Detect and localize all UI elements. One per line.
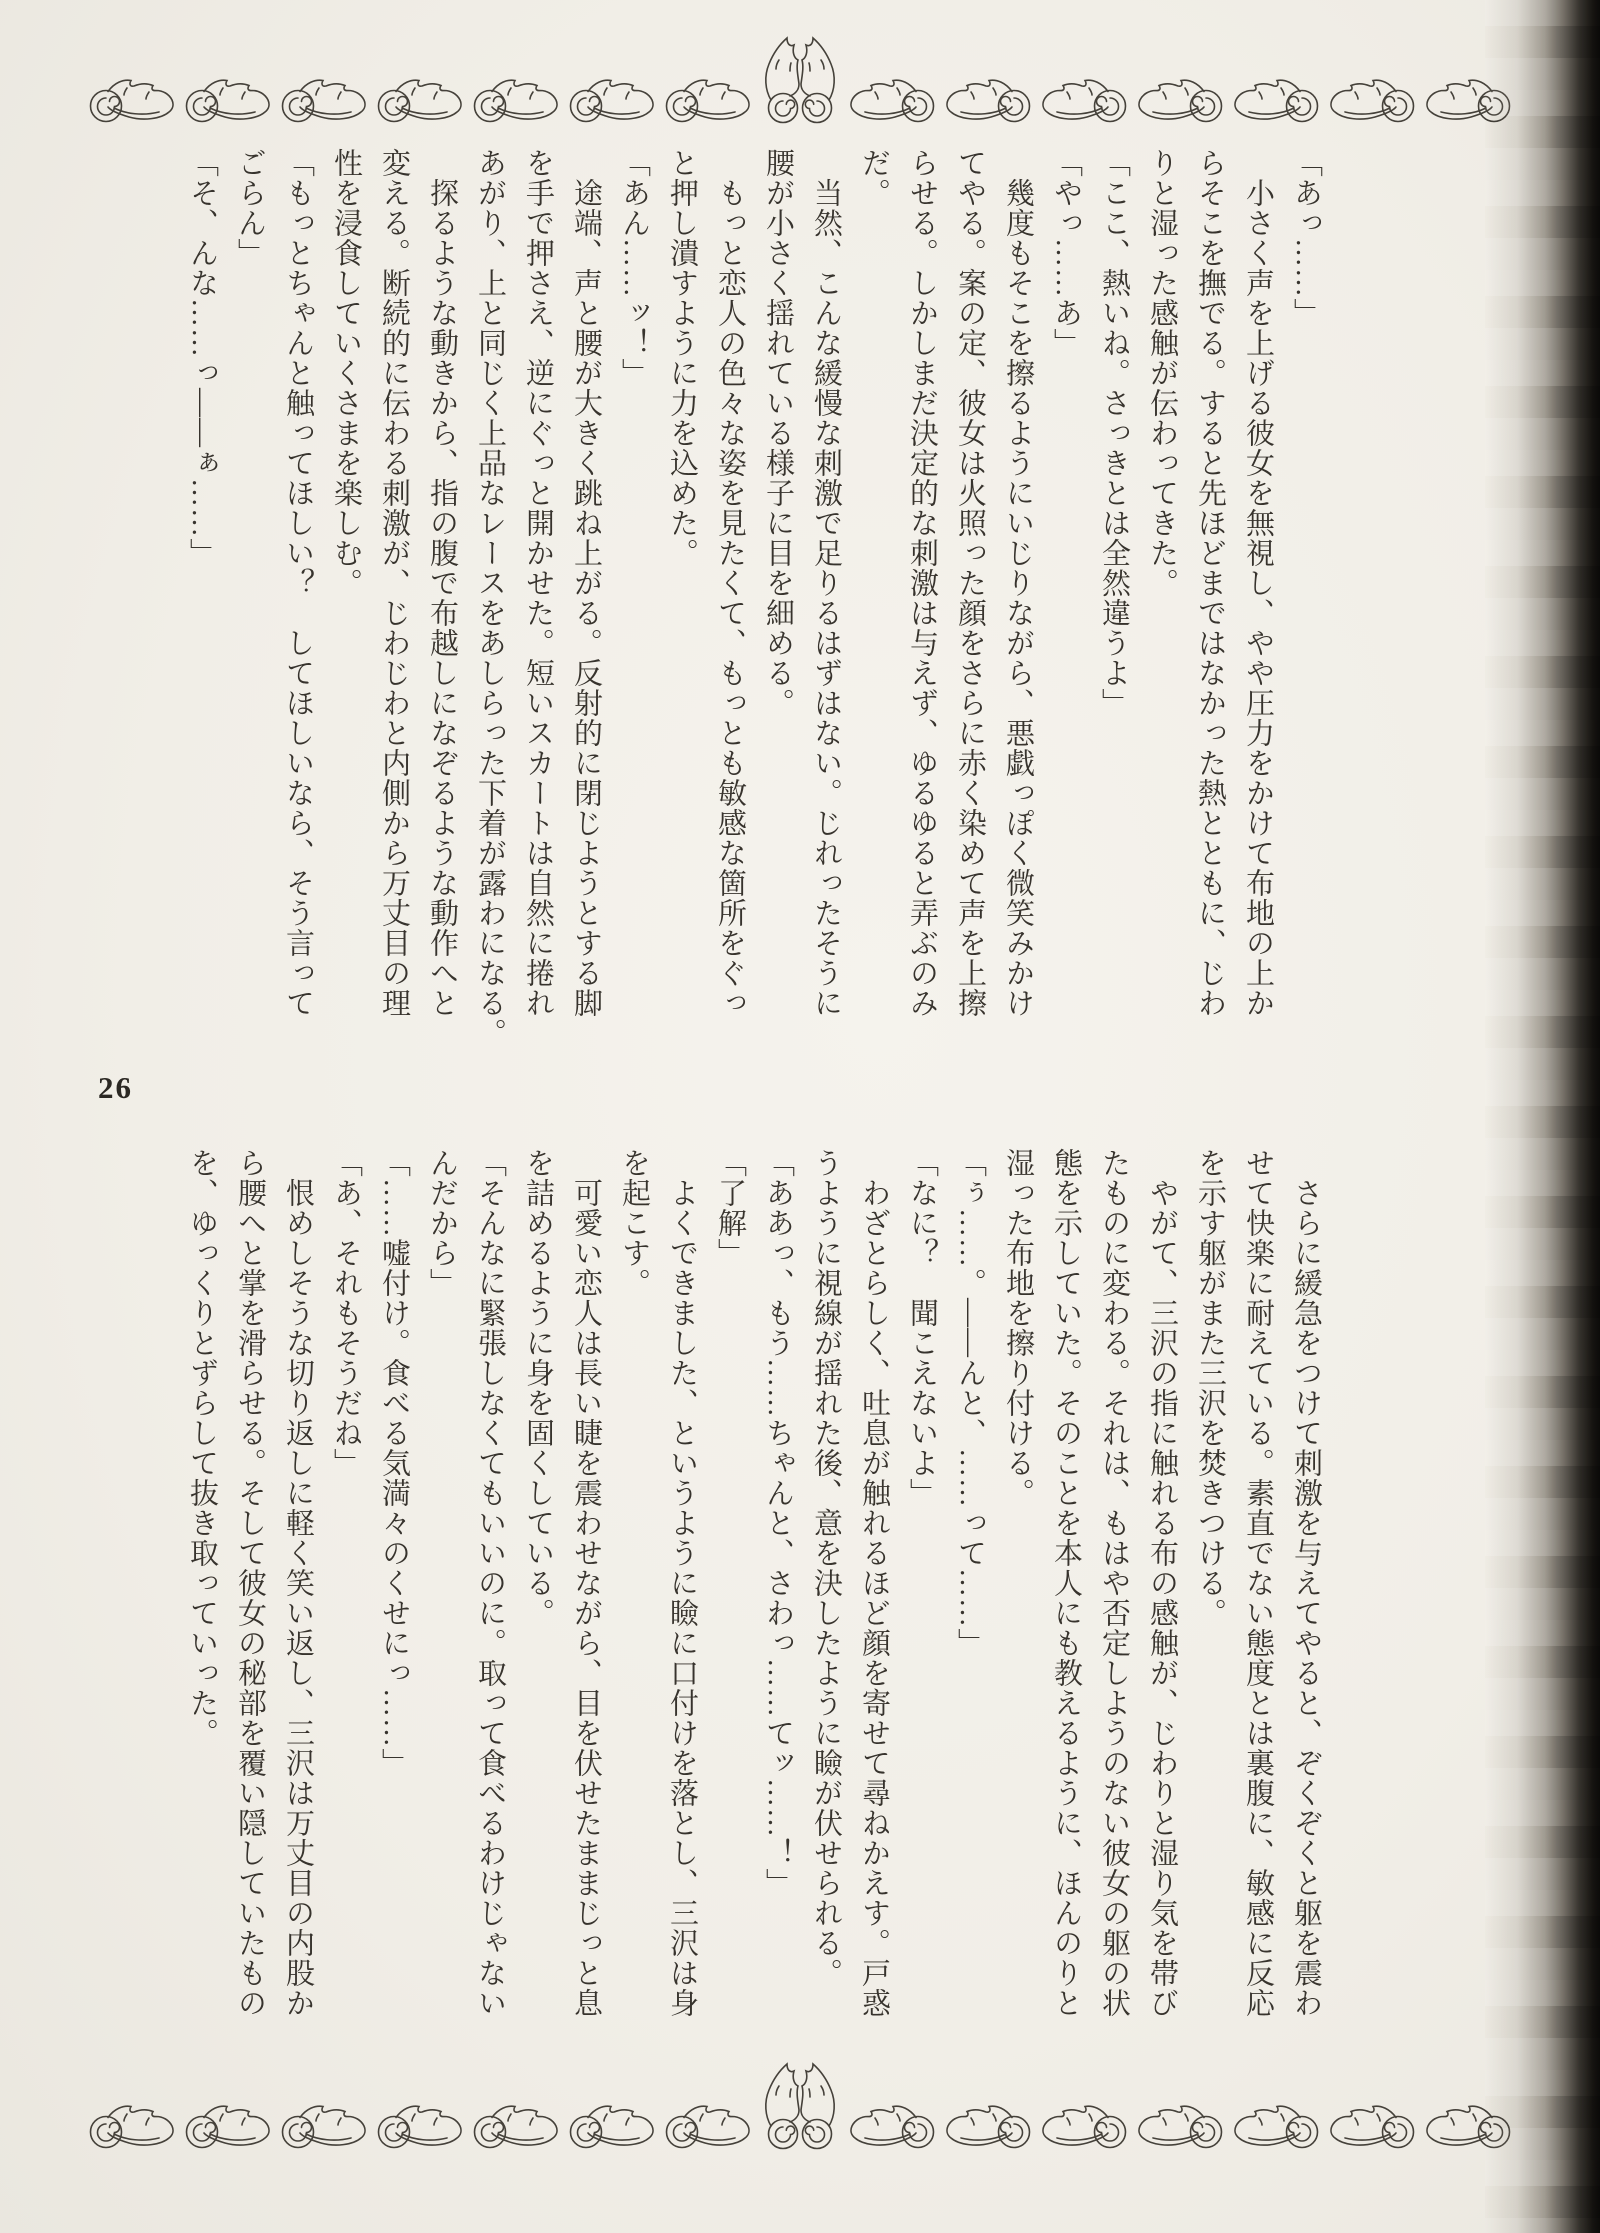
text-column: 探るような動きから、指の腹で布越しになぞるような動作へと: [426, 148, 458, 1018]
text-block-bottom: [178, 1148, 1330, 2054]
text-column: やがて、三沢の指に触れる布の感触が、じわりと湿り気を帯び: [1146, 1148, 1178, 2018]
text-column: てやる。案の定、彼女は火照った顔をさらに赤く染めて声を上擦: [954, 148, 986, 1018]
text-column: らそこを撫でる。すると先ほどまではなかった熱とともに、じわ: [1194, 148, 1226, 1018]
text-column: わざとらしく、吐息が触れるほど顔を寄せて尋ねかえす。戸惑: [858, 1148, 890, 2018]
text-column: 「そ、んな……っ——ぁ……」: [186, 148, 218, 568]
text-column: を手で押さえ、逆にぐっと開かせた。短いスカートは自然に捲れ: [522, 148, 554, 1018]
text-column: を示す躯がまた三沢を焚きつける。: [1194, 1148, 1226, 1628]
text-column: もっと恋人の色々な姿を見たくて、もっとも敏感な箇所をぐっ: [714, 148, 746, 1018]
text-column: 途端、声と腰が大きく跳ね上がる。反射的に閉じようとする脚: [570, 148, 602, 1018]
floral-border-bottom-icon: [80, 2052, 1520, 2162]
text-column: うように視線が揺れた後、意を決したように瞼が伏せられる。: [810, 1148, 842, 1988]
text-column: を詰めるように身を固くしている。: [522, 1148, 554, 1628]
text-column: 恨めしそうな切り返しに軽く笑い返し、三沢は万丈目の内股か: [282, 1148, 314, 2018]
text-column: 「なに？ 聞こえないよ」: [906, 1148, 938, 1508]
text-block-top: [178, 148, 1330, 1054]
text-column: を、ゆっくりとずらして抜き取っていった。: [186, 1148, 218, 1748]
spine-streak-texture: [1485, 0, 1600, 2233]
text-column: だ。: [858, 148, 890, 208]
text-column: あがり、上と同じく上品なレースをあしらった下着が露わになる。: [474, 148, 506, 1048]
text-column: 湿った布地を擦り付ける。: [1002, 1148, 1034, 1508]
text-column: ごらん」: [234, 148, 266, 268]
text-column: 腰が小さく揺れている様子に目を細める。: [762, 148, 794, 718]
text-column: 「ぅ……。——んと、……って……」: [954, 1148, 986, 1658]
text-column: 性を浸食していくさまを楽しむ。: [330, 148, 362, 598]
text-column: 幾度もそこを擦るようにいじりながら、悪戯っぽく微笑みかけ: [1002, 148, 1034, 1018]
text-column: 小さく声を上げる彼女を無視し、やや圧力をかけて布地の上か: [1242, 148, 1274, 1018]
text-column: 「あ、それもそうだね」: [330, 1148, 362, 1478]
text-column: 「……嘘付け。食べる気満々のくせにっ……」: [378, 1148, 410, 1778]
text-column: 「あん……ッ！」: [618, 148, 650, 388]
text-column: 「ああっ、もう……ちゃんと、さわっ……てッ……！」: [762, 1148, 794, 1898]
text-column: 「やっ……あ」: [1050, 148, 1082, 358]
text-column: 「了解」: [714, 1148, 746, 1268]
text-column: 「ここ、熱いね。さっきとは全然違うよ」: [1098, 148, 1130, 718]
text-column: さらに緩急をつけて刺激を与えてやると、ぞくぞくと躯を震わ: [1290, 1148, 1322, 2018]
text-column: せて快楽に耐えている。素直でない態度とは裏腹に、敏感に反応: [1242, 1148, 1274, 2018]
text-column: 「もっとちゃんと触ってほしい？ してほしいなら、そう言って: [282, 148, 314, 1018]
text-column: ら腰へと掌を滑らせる。そして彼女の秘部を覆い隠していたもの: [234, 1148, 266, 2018]
book-spine-shadow: [1485, 0, 1600, 2233]
text-column: 変える。断続的に伝わる刺激が、じわじわと内側から万丈目の理: [378, 148, 410, 1018]
floral-border-top-icon: [80, 26, 1520, 136]
text-column: んだから」: [426, 1148, 458, 1298]
text-column: 当然、こんな緩慢な刺激で足りるはずはない。じれったそうに: [810, 148, 842, 1018]
text-column: りと湿った感触が伝わってきた。: [1146, 148, 1178, 598]
text-column: を起こす。: [618, 1148, 650, 1298]
text-column: 「そんなに緊張しなくてもいいのに。取って食べるわけじゃない: [474, 1148, 506, 2018]
text-column: と押し潰すように力を込めた。: [666, 148, 698, 568]
text-column: 可愛い恋人は長い睫を震わせながら、目を伏せたままじっと息: [570, 1148, 602, 2018]
text-column: よくできました、というように瞼に口付けを落とし、三沢は身: [666, 1148, 698, 2018]
text-column: 「あっ……」: [1290, 148, 1322, 328]
text-column: 態を示していた。そのことを本人にも教えるように、ほんのりと: [1050, 1148, 1082, 2018]
text-column: たものに変わる。それは、もはや否定しようのない彼女の躯の状: [1098, 1148, 1130, 2018]
page-number: 26: [98, 1070, 133, 1105]
text-column: らせる。しかしまだ決定的な刺激は与えず、ゆるゆると弄ぶのみ: [906, 148, 938, 1018]
